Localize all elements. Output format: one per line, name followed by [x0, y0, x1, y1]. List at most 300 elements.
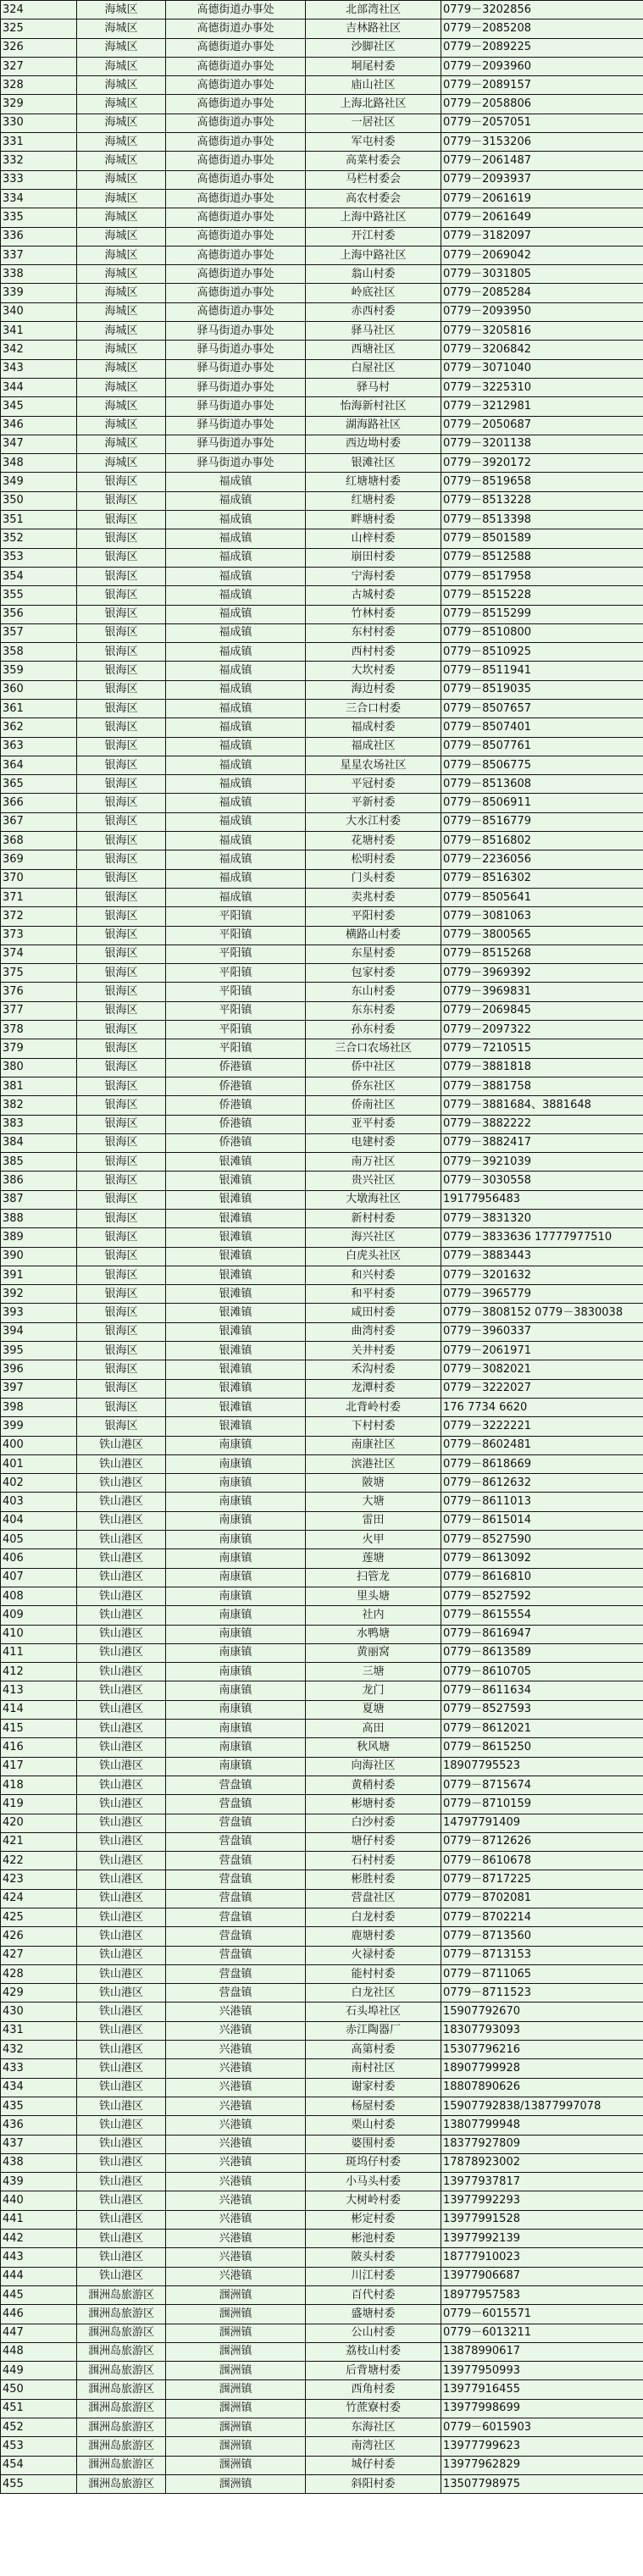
- row-number: 393: [1, 1304, 77, 1322]
- phone-cell: 13807799948: [441, 2116, 643, 2135]
- district-cell: 铁山港区: [77, 1720, 166, 1738]
- row-number: 373: [1, 926, 77, 945]
- phone-cell: 0779－3212981: [441, 397, 643, 416]
- district-cell: 银海区: [77, 1285, 166, 1304]
- street-cell: 高德街道办事处: [166, 170, 306, 189]
- phone-cell: 0779－8618669: [441, 1454, 643, 1473]
- table-row: [1, 1266, 643, 1284]
- table-row: [1, 1908, 643, 1926]
- row-number: 336: [1, 227, 77, 246]
- district-cell: 银海区: [77, 1398, 166, 1416]
- row-number: 419: [1, 1795, 77, 1814]
- table-row: [1, 189, 643, 208]
- district-cell: 海城区: [77, 265, 166, 284]
- street-cell: 兴港镇: [166, 2173, 306, 2191]
- table-row: [1, 1172, 643, 1190]
- row-number: 362: [1, 718, 77, 737]
- community-cell: 马栏村委会: [306, 170, 441, 189]
- street-cell: 高德街道办事处: [166, 133, 306, 152]
- phone-cell: 0779－3222221: [441, 1417, 643, 1436]
- street-cell: 驿马街道办事处: [166, 454, 306, 473]
- district-cell: 铁山港区: [77, 1908, 166, 1926]
- district-cell: 海城区: [77, 284, 166, 302]
- district-cell: 铁山港区: [77, 1493, 166, 1511]
- street-cell: 涠洲镇: [166, 2305, 306, 2324]
- row-number: 358: [1, 643, 77, 662]
- row-number: 428: [1, 1964, 77, 1983]
- street-cell: 福成镇: [166, 662, 306, 680]
- phone-cell: 13977916455: [441, 2380, 643, 2399]
- district-cell: 银海区: [77, 756, 166, 774]
- district-cell: 海城区: [77, 322, 166, 341]
- district-cell: 涠洲岛旅游区: [77, 2437, 166, 2456]
- phone-cell: 0779－8616810: [441, 1568, 643, 1587]
- street-cell: 高德街道办事处: [166, 114, 306, 132]
- community-cell: 上海中路社区: [306, 208, 441, 227]
- street-cell: 福成镇: [166, 586, 306, 605]
- district-cell: 涠洲岛旅游区: [77, 2399, 166, 2418]
- district-cell: 铁山港区: [77, 1531, 166, 1549]
- row-number: 347: [1, 435, 77, 453]
- street-cell: 兴港镇: [166, 2059, 306, 2078]
- phone-cell: 0779－8616947: [441, 1625, 643, 1643]
- street-cell: 驿马街道办事处: [166, 359, 306, 378]
- table-row: [1, 1285, 643, 1304]
- district-cell: 银海区: [77, 832, 166, 850]
- row-number: 381: [1, 1077, 77, 1095]
- table-row: [1, 2399, 643, 2418]
- community-cell: 栗山村委: [306, 2116, 441, 2135]
- street-cell: 银滩镇: [166, 1360, 306, 1379]
- row-number: 392: [1, 1285, 77, 1304]
- phone-cell: 0779－8702081: [441, 1889, 643, 1908]
- street-cell: 平阳镇: [166, 1001, 306, 1020]
- community-cell: 白沙村委: [306, 1814, 441, 1832]
- phone-cell: 0779－2061487: [441, 152, 643, 170]
- street-cell: 高德街道办事处: [166, 19, 306, 38]
- table-row: [1, 1568, 643, 1587]
- community-cell: 红塘塘村委: [306, 473, 441, 491]
- table-row: [1, 1870, 643, 1889]
- table-row: [1, 1133, 643, 1152]
- community-cell: 侨南社区: [306, 1096, 441, 1115]
- phone-cell: 0779－8611634: [441, 1681, 643, 1700]
- row-number: 386: [1, 1172, 77, 1190]
- district-cell: 涠洲岛旅游区: [77, 2456, 166, 2474]
- row-number: 353: [1, 548, 77, 567]
- row-number: 391: [1, 1266, 77, 1284]
- table-row: [1, 435, 643, 453]
- district-cell: 银海区: [77, 1360, 166, 1379]
- street-cell: 驿马街道办事处: [166, 378, 306, 396]
- district-cell: 银海区: [77, 567, 166, 585]
- street-cell: 营盘镇: [166, 1964, 306, 1983]
- row-number: 452: [1, 2418, 77, 2437]
- street-cell: 南康镇: [166, 1663, 306, 1681]
- street-cell: 高德街道办事处: [166, 265, 306, 284]
- street-cell: 平阳镇: [166, 945, 306, 963]
- table-row: [1, 643, 643, 662]
- table-row: [1, 888, 643, 906]
- phone-cell: 0779－8516779: [441, 812, 643, 831]
- street-cell: 高德街道办事处: [166, 246, 306, 264]
- street-cell: 涠洲镇: [166, 2437, 306, 2456]
- street-cell: 兴港镇: [166, 2021, 306, 2040]
- row-number: 447: [1, 2324, 77, 2342]
- street-cell: 福成镇: [166, 511, 306, 529]
- district-cell: 海城区: [77, 302, 166, 321]
- row-number: 366: [1, 794, 77, 812]
- phone-cell: 0779－8511941: [441, 662, 643, 680]
- table-row: [1, 907, 643, 926]
- phone-cell: 18907795523: [441, 1757, 643, 1776]
- phone-cell: 0779－8613589: [441, 1643, 643, 1662]
- table-row: [1, 1814, 643, 1832]
- community-cell: 东东村委: [306, 1001, 441, 1020]
- district-cell: 铁山港区: [77, 1814, 166, 1832]
- table-row: [1, 662, 643, 680]
- table-row: [1, 1304, 643, 1322]
- community-cell: 海边村委: [306, 680, 441, 699]
- table-row: [1, 2362, 643, 2380]
- phone-cell: 0779－8717225: [441, 1870, 643, 1889]
- phone-cell: 0779－3202856: [441, 1, 643, 19]
- community-cell: 营盘社区: [306, 1889, 441, 1908]
- table-row: [1, 1190, 643, 1209]
- district-cell: 涠洲岛旅游区: [77, 2324, 166, 2342]
- district-cell: 海城区: [77, 152, 166, 170]
- table-row: [1, 1417, 643, 1436]
- street-cell: 银滩镇: [166, 1172, 306, 1190]
- table-row: [1, 1001, 643, 1020]
- row-number: 367: [1, 812, 77, 831]
- community-cell: 高农村委会: [306, 189, 441, 208]
- street-cell: 南康镇: [166, 1493, 306, 1511]
- street-cell: 营盘镇: [166, 1852, 306, 1870]
- district-cell: 银海区: [77, 737, 166, 756]
- community-cell: 西村村委: [306, 643, 441, 662]
- table-row: [1, 1096, 643, 1115]
- district-cell: 涠洲岛旅游区: [77, 2285, 166, 2304]
- district-cell: 银海区: [77, 850, 166, 869]
- row-number: 349: [1, 473, 77, 491]
- community-cell: 白龙社区: [306, 1984, 441, 2003]
- district-cell: 海城区: [77, 114, 166, 132]
- table-row: [1, 1832, 643, 1851]
- community-cell: 军屯村委: [306, 133, 441, 152]
- row-number: 338: [1, 265, 77, 284]
- district-cell: 银海区: [77, 869, 166, 888]
- table-row: [1, 2474, 643, 2493]
- community-cell: 北背岭村委: [306, 1398, 441, 1416]
- street-cell: 银滩镇: [166, 1228, 306, 1247]
- table-row: [1, 680, 643, 699]
- row-number: 454: [1, 2456, 77, 2474]
- street-cell: 驿马街道办事处: [166, 341, 306, 359]
- table-row: [1, 832, 643, 850]
- community-cell: 贵兴社区: [306, 1172, 441, 1190]
- phone-cell: 13977992139: [441, 2230, 643, 2248]
- district-cell: 银海区: [77, 964, 166, 983]
- row-number: 384: [1, 1133, 77, 1152]
- street-cell: 南康镇: [166, 1454, 306, 1473]
- table-row: [1, 1795, 643, 1814]
- row-number: 402: [1, 1474, 77, 1493]
- row-number: 375: [1, 964, 77, 983]
- phone-cell: 0779－3201632: [441, 1266, 643, 1284]
- row-number: 331: [1, 133, 77, 152]
- street-cell: 南康镇: [166, 1681, 306, 1700]
- street-cell: 福成镇: [166, 680, 306, 699]
- table-row: [1, 1776, 643, 1794]
- community-cell: 扫管龙: [306, 1568, 441, 1587]
- district-cell: 铁山港区: [77, 1946, 166, 1964]
- row-number: 363: [1, 737, 77, 756]
- district-cell: 银海区: [77, 548, 166, 567]
- phone-cell: 0779－8602481: [441, 1436, 643, 1454]
- phone-cell: 17878923002: [441, 2153, 643, 2172]
- street-cell: 兴港镇: [166, 2191, 306, 2210]
- row-number: 433: [1, 2059, 77, 2078]
- district-cell: 海城区: [77, 435, 166, 453]
- street-cell: 兴港镇: [166, 2267, 306, 2285]
- street-cell: 银滩镇: [166, 1322, 306, 1341]
- table-row: [1, 2437, 643, 2456]
- table-row: [1, 1927, 643, 1946]
- phone-cell: 0779－3082021: [441, 1360, 643, 1379]
- table-row: [1, 1511, 643, 1530]
- community-cell: 咸田村委: [306, 1304, 441, 1322]
- community-cell: 三合口村委: [306, 699, 441, 717]
- street-cell: 营盘镇: [166, 1984, 306, 2003]
- street-cell: 侨港镇: [166, 1058, 306, 1077]
- row-number: 357: [1, 623, 77, 642]
- table-row: [1, 1474, 643, 1493]
- table-row: [1, 548, 643, 567]
- street-cell: 南康镇: [166, 1549, 306, 1568]
- street-cell: 银滩镇: [166, 1153, 306, 1172]
- street-cell: 营盘镇: [166, 1927, 306, 1946]
- row-number: 339: [1, 284, 77, 302]
- table-row: [1, 265, 643, 284]
- street-cell: 兴港镇: [166, 2097, 306, 2115]
- phone-cell: 0779－3969392: [441, 964, 643, 983]
- street-cell: 福成镇: [166, 529, 306, 548]
- table-row: [1, 1738, 643, 1757]
- phone-cell: 0779－3831320: [441, 1210, 643, 1228]
- table-row: [1, 152, 643, 170]
- community-cell: 和兴村委: [306, 1266, 441, 1284]
- phone-cell: 0779－6015571: [441, 2305, 643, 2324]
- row-number: 360: [1, 680, 77, 699]
- table-row: [1, 2116, 643, 2135]
- community-cell: 海兴社区: [306, 1228, 441, 1247]
- community-cell: 莲塘: [306, 1549, 441, 1568]
- district-cell: 海城区: [77, 38, 166, 57]
- street-cell: 福成镇: [166, 812, 306, 831]
- community-cell: 龙门: [306, 1681, 441, 1700]
- street-cell: 平阳镇: [166, 907, 306, 926]
- district-cell: 银海区: [77, 1077, 166, 1095]
- district-cell: 海城区: [77, 1, 166, 19]
- district-cell: 银海区: [77, 643, 166, 662]
- row-number: 401: [1, 1454, 77, 1473]
- table-row: [1, 246, 643, 264]
- table-row: [1, 529, 643, 548]
- row-number: 346: [1, 416, 77, 435]
- community-cell: 下村村委: [306, 1417, 441, 1436]
- district-cell: 铁山港区: [77, 1700, 166, 1719]
- district-cell: 银海区: [77, 775, 166, 794]
- district-cell: 铁山港区: [77, 2021, 166, 2040]
- district-cell: 银海区: [77, 1266, 166, 1284]
- district-cell: 铁山港区: [77, 2173, 166, 2191]
- row-number: 399: [1, 1417, 77, 1436]
- street-cell: 兴港镇: [166, 2230, 306, 2248]
- table-row: [1, 812, 643, 831]
- district-cell: 铁山港区: [77, 2191, 166, 2210]
- phone-cell: 0779－3808152 0779－3830038: [441, 1304, 643, 1322]
- district-cell: 银海区: [77, 718, 166, 737]
- phone-cell: 0779－8527593: [441, 1700, 643, 1719]
- row-number: 343: [1, 359, 77, 378]
- district-cell: 铁山港区: [77, 1795, 166, 1814]
- community-cell: 三合口农场社区: [306, 1039, 441, 1058]
- district-cell: 铁山港区: [77, 1511, 166, 1530]
- row-number: 340: [1, 302, 77, 321]
- row-number: 374: [1, 945, 77, 963]
- table-row: [1, 945, 643, 963]
- row-number: 383: [1, 1115, 77, 1133]
- street-cell: 福成镇: [166, 718, 306, 737]
- row-number: 328: [1, 76, 77, 95]
- phone-cell: 0779－8512588: [441, 548, 643, 567]
- community-cell: 火甲: [306, 1531, 441, 1549]
- phone-cell: 18777910023: [441, 2248, 643, 2267]
- row-number: 382: [1, 1096, 77, 1115]
- community-cell: 平冠村委: [306, 775, 441, 794]
- community-cell: 彬定村委: [306, 2210, 441, 2229]
- community-cell: 宁海村委: [306, 567, 441, 585]
- phone-cell: 13977991528: [441, 2210, 643, 2229]
- phone-cell: 0779－3882417: [441, 1133, 643, 1152]
- phone-cell: 18977957583: [441, 2285, 643, 2304]
- community-cell: 北部湾社区: [306, 1, 441, 19]
- street-cell: 福成镇: [166, 737, 306, 756]
- street-cell: 兴港镇: [166, 2135, 306, 2153]
- phone-cell: 0779－3206842: [441, 341, 643, 359]
- phone-cell: 0779－8515228: [441, 586, 643, 605]
- phone-cell: 13977992293: [441, 2191, 643, 2210]
- district-cell: 银海区: [77, 1379, 166, 1398]
- district-cell: 海城区: [77, 359, 166, 378]
- district-cell: 海城区: [77, 76, 166, 95]
- row-number: 335: [1, 208, 77, 227]
- district-cell: 涠洲岛旅游区: [77, 2474, 166, 2493]
- row-number: 439: [1, 2173, 77, 2191]
- street-cell: 南康镇: [166, 1531, 306, 1549]
- street-cell: 涠洲镇: [166, 2324, 306, 2342]
- street-cell: 南康镇: [166, 1643, 306, 1662]
- district-cell: 铁山港区: [77, 1776, 166, 1794]
- row-number: 388: [1, 1210, 77, 1228]
- community-cell: 西塘社区: [306, 341, 441, 359]
- community-cell: 大树岭村委: [306, 2191, 441, 2210]
- community-cell: 赤江陶器厂: [306, 2021, 441, 2040]
- sheet-body: [1, 1, 643, 2494]
- street-cell: 银滩镇: [166, 1247, 306, 1266]
- phone-cell: 0779－2236056: [441, 850, 643, 869]
- community-cell: 婆围村委: [306, 2135, 441, 2153]
- street-cell: 银滩镇: [166, 1417, 306, 1436]
- community-cell: 白屋社区: [306, 359, 441, 378]
- phone-cell: 0779－3883443: [441, 1247, 643, 1266]
- street-cell: 南康镇: [166, 1587, 306, 1605]
- district-cell: 铁山港区: [77, 2041, 166, 2059]
- row-number: 396: [1, 1360, 77, 1379]
- street-cell: 侨港镇: [166, 1077, 306, 1095]
- phone-cell: 0779－8711065: [441, 1964, 643, 1983]
- street-cell: 营盘镇: [166, 1832, 306, 1851]
- community-cell: 大塘: [306, 1493, 441, 1511]
- row-number: 420: [1, 1814, 77, 1832]
- table-row: [1, 1153, 643, 1172]
- community-cell: 卖兆村委: [306, 888, 441, 906]
- phone-cell: 0779－8610678: [441, 1852, 643, 1870]
- community-cell: 红塘村委: [306, 491, 441, 510]
- table-row: [1, 1039, 643, 1058]
- community-cell: 三塘: [306, 1663, 441, 1681]
- community-cell: 一居社区: [306, 114, 441, 132]
- phone-cell: 0779－2085208: [441, 19, 643, 38]
- community-cell: 龙潭村委: [306, 1379, 441, 1398]
- community-cell: 竹蔗寮村委: [306, 2399, 441, 2418]
- table-row: [1, 718, 643, 737]
- phone-cell: 0779－8613092: [441, 1549, 643, 1568]
- phone-cell: 0779－3960337: [441, 1322, 643, 1341]
- district-cell: 银海区: [77, 699, 166, 717]
- row-number: 415: [1, 1720, 77, 1738]
- community-cell: 高田: [306, 1720, 441, 1738]
- community-cell: 彬池村委: [306, 2230, 441, 2248]
- table-row: [1, 2210, 643, 2229]
- street-cell: 平阳镇: [166, 964, 306, 983]
- table-row: [1, 1360, 643, 1379]
- row-number: 444: [1, 2267, 77, 2285]
- table-row: [1, 227, 643, 246]
- street-cell: 福成镇: [166, 643, 306, 662]
- street-cell: 兴港镇: [166, 2153, 306, 2172]
- street-cell: 兴港镇: [166, 2078, 306, 2097]
- phone-cell: 15907792838/13877997078: [441, 2097, 643, 2115]
- phone-cell: 13977799623: [441, 2437, 643, 2456]
- street-cell: 福成镇: [166, 794, 306, 812]
- community-cell: 百代村委: [306, 2285, 441, 2304]
- street-cell: 驿马街道办事处: [166, 397, 306, 416]
- district-cell: 银海区: [77, 983, 166, 1001]
- table-row: [1, 170, 643, 189]
- community-cell: 高菜村委会: [306, 152, 441, 170]
- street-cell: 涠洲镇: [166, 2418, 306, 2437]
- district-cell: 铁山港区: [77, 2248, 166, 2267]
- phone-cell: 15307796216: [441, 2041, 643, 2059]
- phone-cell: 0779－8527592: [441, 1587, 643, 1605]
- district-cell: 银海区: [77, 888, 166, 906]
- row-number: 389: [1, 1228, 77, 1247]
- phone-cell: 0779－8506911: [441, 794, 643, 812]
- row-number: 453: [1, 2437, 77, 2456]
- row-number: 410: [1, 1625, 77, 1643]
